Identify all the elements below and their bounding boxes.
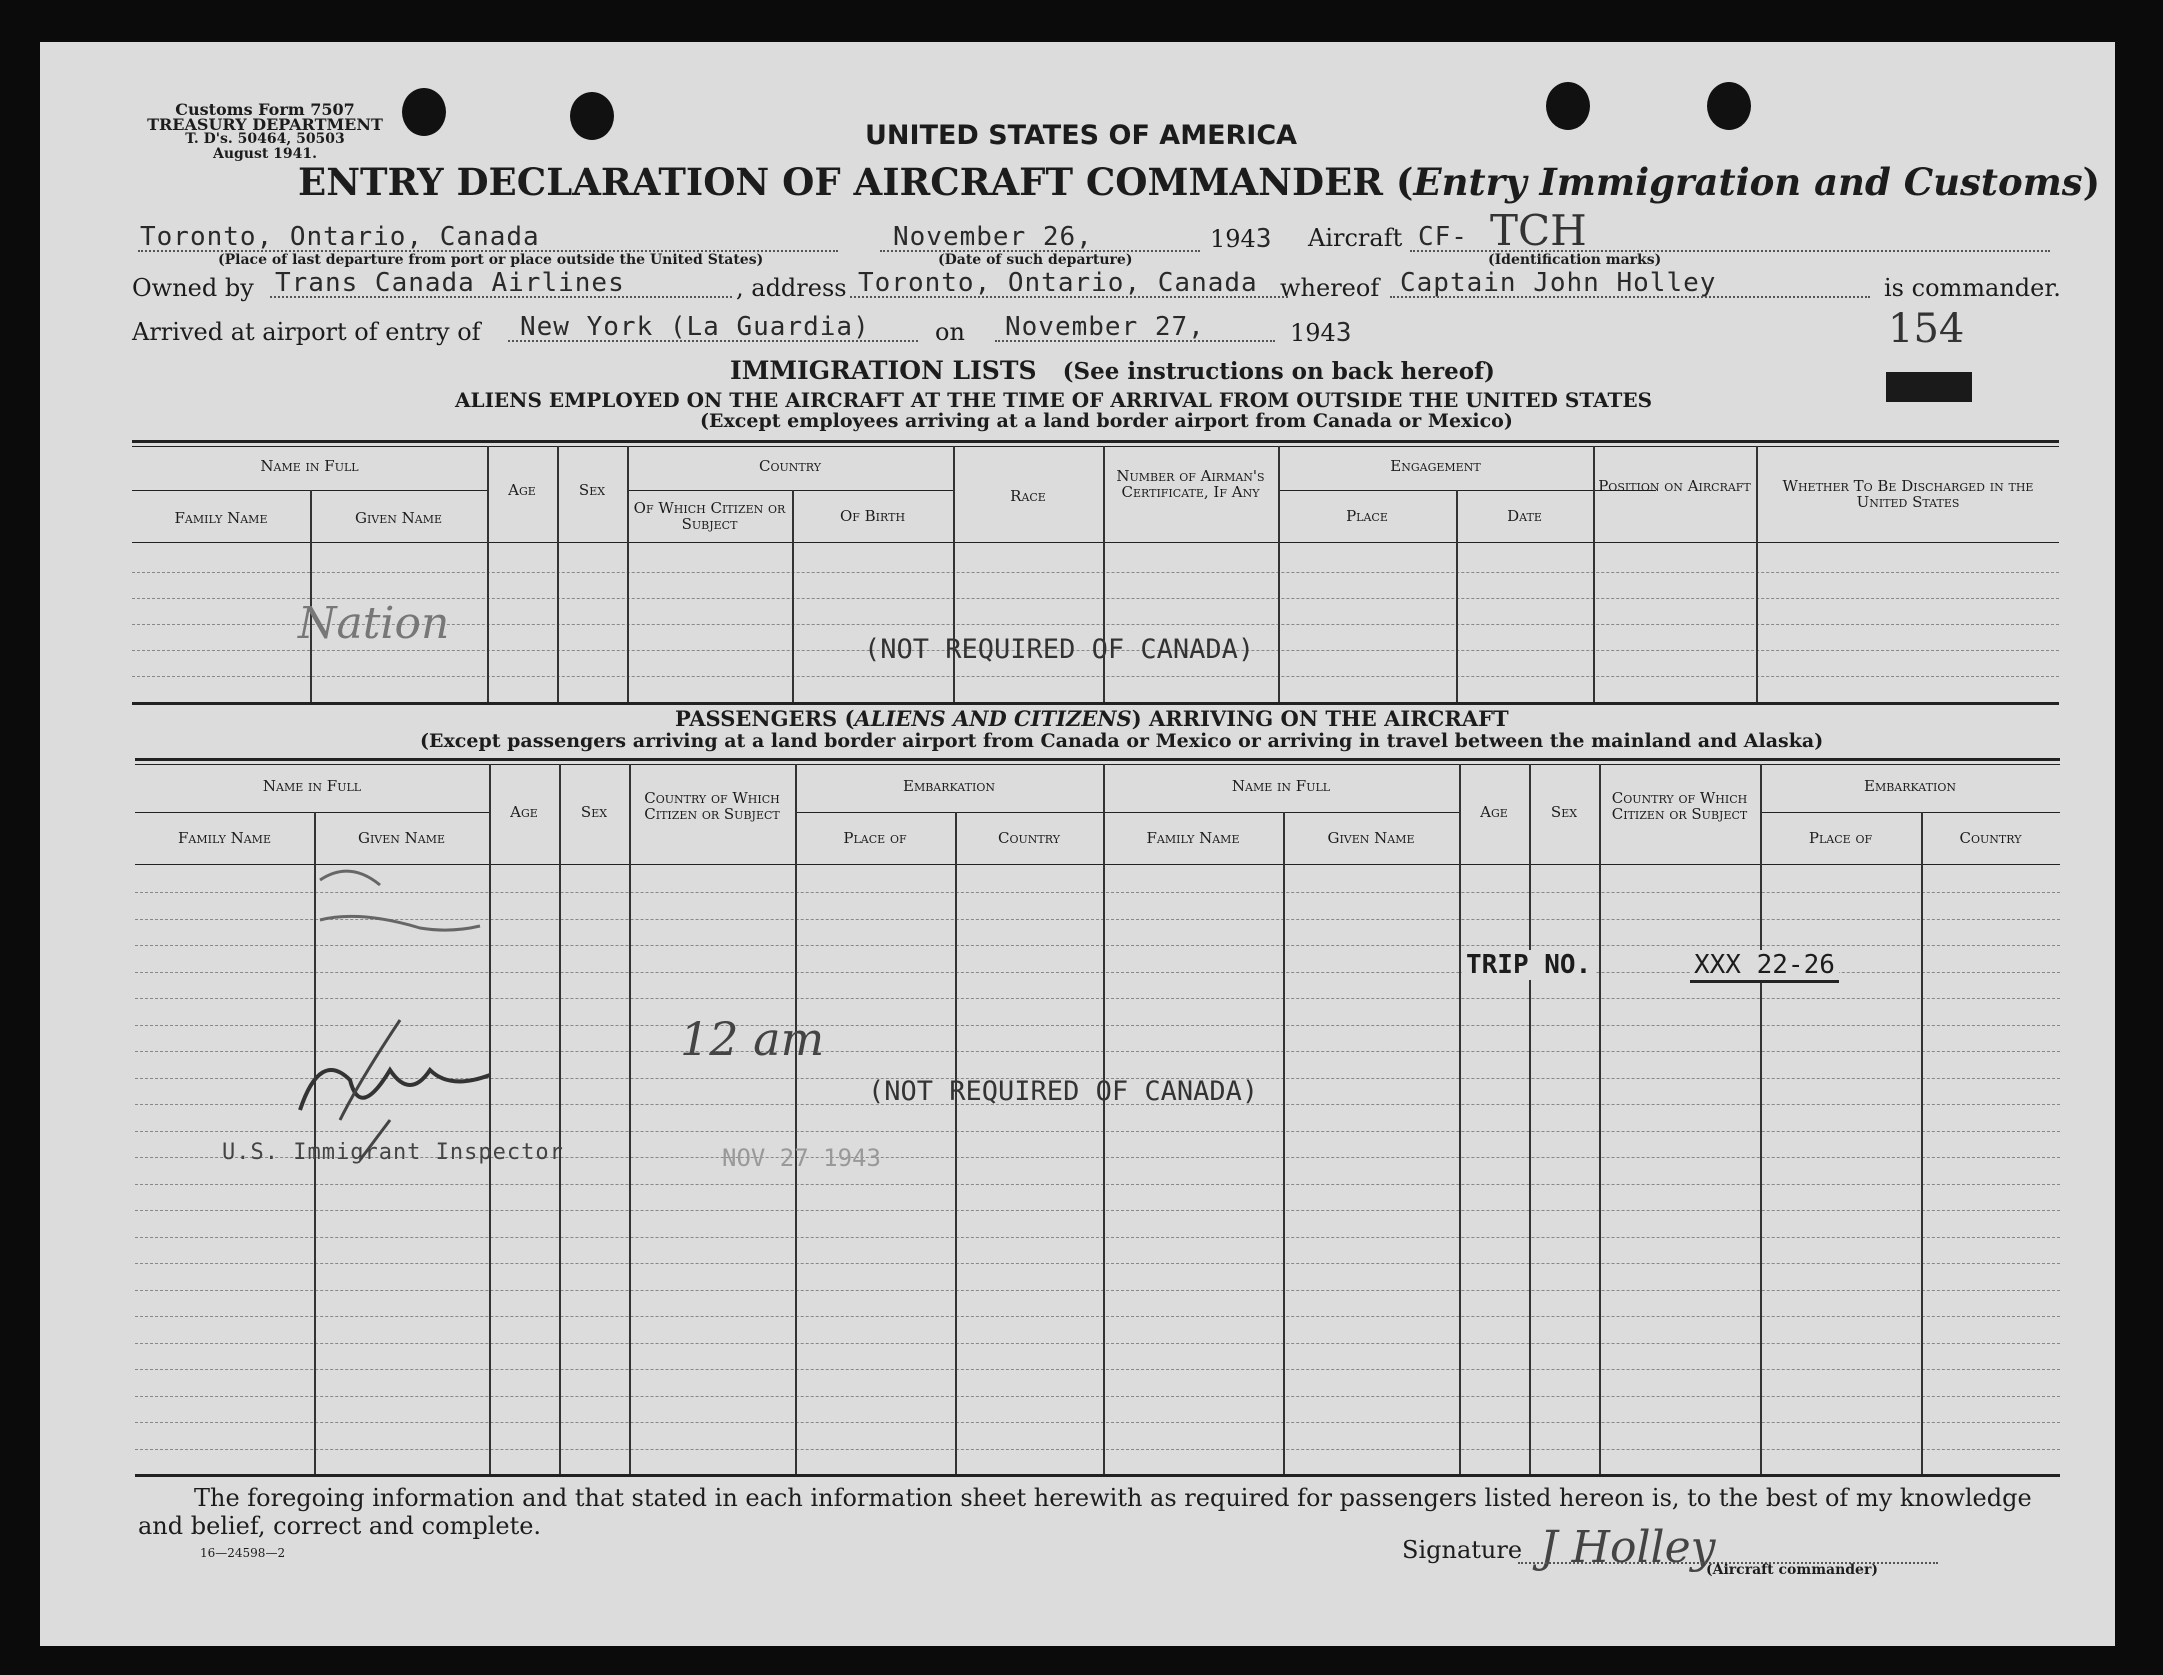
table-col-line [1278, 446, 1280, 702]
table-row-line [132, 572, 2059, 573]
table-rule [135, 758, 2060, 761]
pax-col-header-citizen: Country of Which Citizen or Subject [644, 789, 780, 823]
col-header-citizen: Of Which Citizen or Subject [633, 499, 786, 533]
departure-place: Toronto, Ontario, Canada [140, 222, 540, 252]
table-col-line [1593, 446, 1595, 702]
punch-hole [402, 88, 446, 136]
col-header-given-name: Given Name [354, 509, 443, 527]
whereof-label: whereof [1280, 274, 1380, 302]
table-col-line [1760, 764, 1762, 1474]
table-row-line [135, 1369, 2060, 1370]
table-col-line [955, 812, 957, 1474]
arrival-date-line [995, 340, 1275, 342]
commander-line [1390, 296, 1870, 298]
owned-by-label: Owned by [132, 274, 254, 302]
departure-place-caption: (Place of last departure from port or place outside the United States) [218, 252, 764, 268]
arrival-year-prefix: 194 [1290, 319, 1336, 347]
table-row-line [135, 1237, 2060, 1238]
handwritten-note: Nation [298, 598, 450, 649]
table-col-line [1459, 764, 1461, 1474]
trip-number-field [1462, 950, 1595, 980]
arrival-year-suffix: 3 [1335, 318, 1353, 348]
redacted-number-mark [1886, 372, 1972, 402]
arrival-year [1290, 318, 1352, 348]
table-col-line [1529, 764, 1531, 1474]
arrival-label: Arrived at airport of entry of [132, 318, 481, 346]
passengers-heading-italic: ALIENS AND CITIZENS [854, 706, 1132, 731]
pax-col-header-age: Age [510, 803, 538, 821]
owner-address: Toronto, Ontario, Canada [858, 268, 1258, 298]
table-col-line [627, 446, 629, 702]
table-rule [135, 1474, 2060, 1477]
aircraft-mark: TCH [1490, 206, 1587, 255]
table-rule [795, 812, 1103, 813]
table-row-line [135, 1449, 2060, 1450]
table-col-line [1921, 812, 1923, 1474]
arrival-date: November 27, [1005, 312, 1205, 342]
table-rule [1103, 812, 1459, 813]
pax-col-header-given-name-2: Given Name [1327, 829, 1415, 847]
aircraft-prefix: CF- [1418, 222, 1468, 252]
table-rule [132, 446, 2059, 447]
pax-col-header-country: Country [998, 829, 1060, 847]
stamp-number: 154 [1888, 306, 1965, 352]
owner-line [270, 296, 732, 298]
pax-col-header-country-2: Country [1959, 829, 2022, 847]
col-header-sex: Sex [578, 481, 606, 499]
pax-col-header-place-of: Place of [843, 829, 907, 847]
table-rule [132, 702, 2059, 705]
passengers-exception: (Except passengers arriving at a land border airport from Canada or Mexico or arriving in travel between the mainland and Alaska) [420, 730, 1824, 752]
print-code: 16—24598—2 [200, 1546, 286, 1560]
col-header-discharged: Whether To Be Discharged in the United States [1782, 477, 2034, 511]
table-row-line [135, 1263, 2060, 1264]
commander-label: is commander. [1884, 274, 2061, 302]
pax-col-header-family-name: Family Name [178, 829, 271, 847]
crew-not-required-note: (NOT REQUIRED OF CANADA) [864, 634, 1255, 665]
pax-col-header-sex-2: Sex [1550, 803, 1578, 821]
signature-caption: (Aircraft commander) [1706, 1562, 1878, 1578]
pax-col-header-name-in-full: Name in Full [262, 777, 362, 795]
pax-col-header-embarkation: Embarkation [903, 777, 995, 795]
pax-not-required-note: (NOT REQUIRED OF CANADA) [868, 1076, 1259, 1107]
arrival-airport-line [508, 340, 918, 342]
table-row-line [135, 1396, 2060, 1397]
passengers-heading-prefix: PASSENGERS ( [675, 706, 855, 731]
immigration-heading [730, 356, 1495, 385]
aircraft-label: Aircraft [1308, 224, 1403, 252]
pax-col-header-name-in-full-2: Name in Full [1231, 777, 1331, 795]
table-row-line [132, 676, 2059, 677]
pax-col-header-given-name: Given Name [357, 829, 446, 847]
handwritten-time: 12 am [680, 1012, 825, 1066]
immigration-exception: (Except employees arriving at a land border airport from Canada or Mexico) [700, 410, 1513, 432]
table-rule [132, 440, 2059, 443]
departure-date-caption: (Date of such departure) [938, 252, 1133, 268]
passengers-heading [675, 706, 1509, 731]
aircraft-caption: (Identification marks) [1488, 252, 1662, 268]
pax-col-header-sex: Sex [580, 803, 608, 821]
title-main: ENTRY DECLARATION OF AIRCRAFT COMMANDER ( [298, 160, 1414, 204]
immigration-title: IMMIGRATION LISTS [730, 356, 1037, 385]
table-row-line [135, 1422, 2060, 1423]
table-col-line [795, 764, 797, 1474]
pax-col-header-citizen-2: Country of Which Citizen or Subject [1611, 789, 1748, 823]
table-rule [132, 542, 2059, 543]
trip-number: XXX 22-26 [1690, 950, 1839, 983]
signature-label: Signature [1402, 1536, 1523, 1564]
table-col-line [1599, 764, 1601, 1474]
table-rule [135, 812, 489, 813]
col-header-engagement: Engagement [1390, 457, 1481, 475]
table-col-line [1756, 446, 1758, 702]
table-rule [135, 764, 2060, 765]
passengers-heading-suffix: ) ARRIVING ON THE AIRCRAFT [1131, 706, 1509, 731]
immigration-subheading: ALIENS EMPLOYED ON THE AIRCRAFT AT THE TIME OF ARRIVAL FROM OUTSIDE THE UNITED STATES [455, 388, 1653, 412]
pax-col-header-embarkation-2: Embarkation [1864, 777, 1956, 795]
departure-year [1210, 224, 1272, 254]
address-line [850, 296, 1288, 298]
table-row-line [135, 1343, 2060, 1344]
form-title [298, 160, 2100, 204]
commander-signature: J Holley [1540, 1522, 1716, 1573]
table-col-line [629, 764, 631, 1474]
departure-year-suffix: 3 [1255, 224, 1273, 254]
punch-hole [570, 92, 614, 140]
title-close: ) [2082, 160, 2101, 204]
col-header-family-name: Family Name [174, 509, 268, 527]
table-row-line [135, 1290, 2060, 1291]
table-col-line [1103, 764, 1105, 1474]
inspector-signature [280, 860, 620, 1190]
departure-year-prefix: 194 [1210, 225, 1256, 253]
td-references: T. D's. 50464, 50503 [185, 131, 345, 147]
punch-hole [1546, 82, 1590, 130]
col-header-certificate: Number of Airman's Certificate, If Any [1116, 467, 1265, 501]
col-header-place: Place [1346, 507, 1388, 525]
form-number: Customs Form 7507 [175, 100, 355, 119]
table-col-line [1283, 812, 1285, 1474]
address-label: , address [736, 274, 847, 302]
col-header-age: Age [508, 481, 536, 499]
inspector-stamp: U.S. Immigrant Inspector [222, 1140, 564, 1165]
col-header-race: Race [1010, 487, 1046, 505]
arrival-airport: New York (La Guardia) [520, 312, 870, 342]
table-row-line [135, 1210, 2060, 1211]
declaration-text: The foregoing information and that stated in each information sheet herewith as required for passengers listed hereon is, to the best of my knowledge and belief, correct and complete. [138, 1484, 2032, 1540]
pax-col-header-age-2: Age [1480, 803, 1508, 821]
department-name: TREASURY DEPARTMENT [147, 115, 383, 134]
col-header-name-in-full: Name in Full [260, 457, 359, 475]
commander-name: Captain John Holley [1400, 268, 1717, 298]
form-identifier [125, 102, 405, 162]
date-stamp: NOV 27 1943 [722, 1144, 881, 1172]
country-title: UNITED STATES OF AMERICA [865, 120, 1298, 151]
arrival-on-label: on [935, 318, 965, 346]
punch-hole [1707, 82, 1751, 130]
trip-label: TRIP NO. [1466, 950, 1592, 980]
owner-name: Trans Canada Airlines [275, 268, 625, 298]
pax-col-header-place-of-2: Place of [1808, 829, 1873, 847]
table-rule [1760, 812, 2060, 813]
pax-col-header-family-name-2: Family Name [1146, 829, 1240, 847]
table-row-line [135, 1316, 2060, 1317]
departure-date: November 26, [893, 222, 1093, 252]
col-header-date: Date [1507, 507, 1542, 525]
col-header-birth: Of Birth [839, 507, 906, 525]
col-header-position: Position on Aircraft [1598, 477, 1751, 495]
immigration-instructions: (See instructions on back hereof) [1062, 358, 1495, 385]
table-rule [627, 490, 953, 491]
col-header-country: Country [759, 457, 821, 475]
title-italic: Entry Immigration and Customs [1413, 160, 2083, 204]
form-edition-date: August 1941. [212, 146, 318, 162]
